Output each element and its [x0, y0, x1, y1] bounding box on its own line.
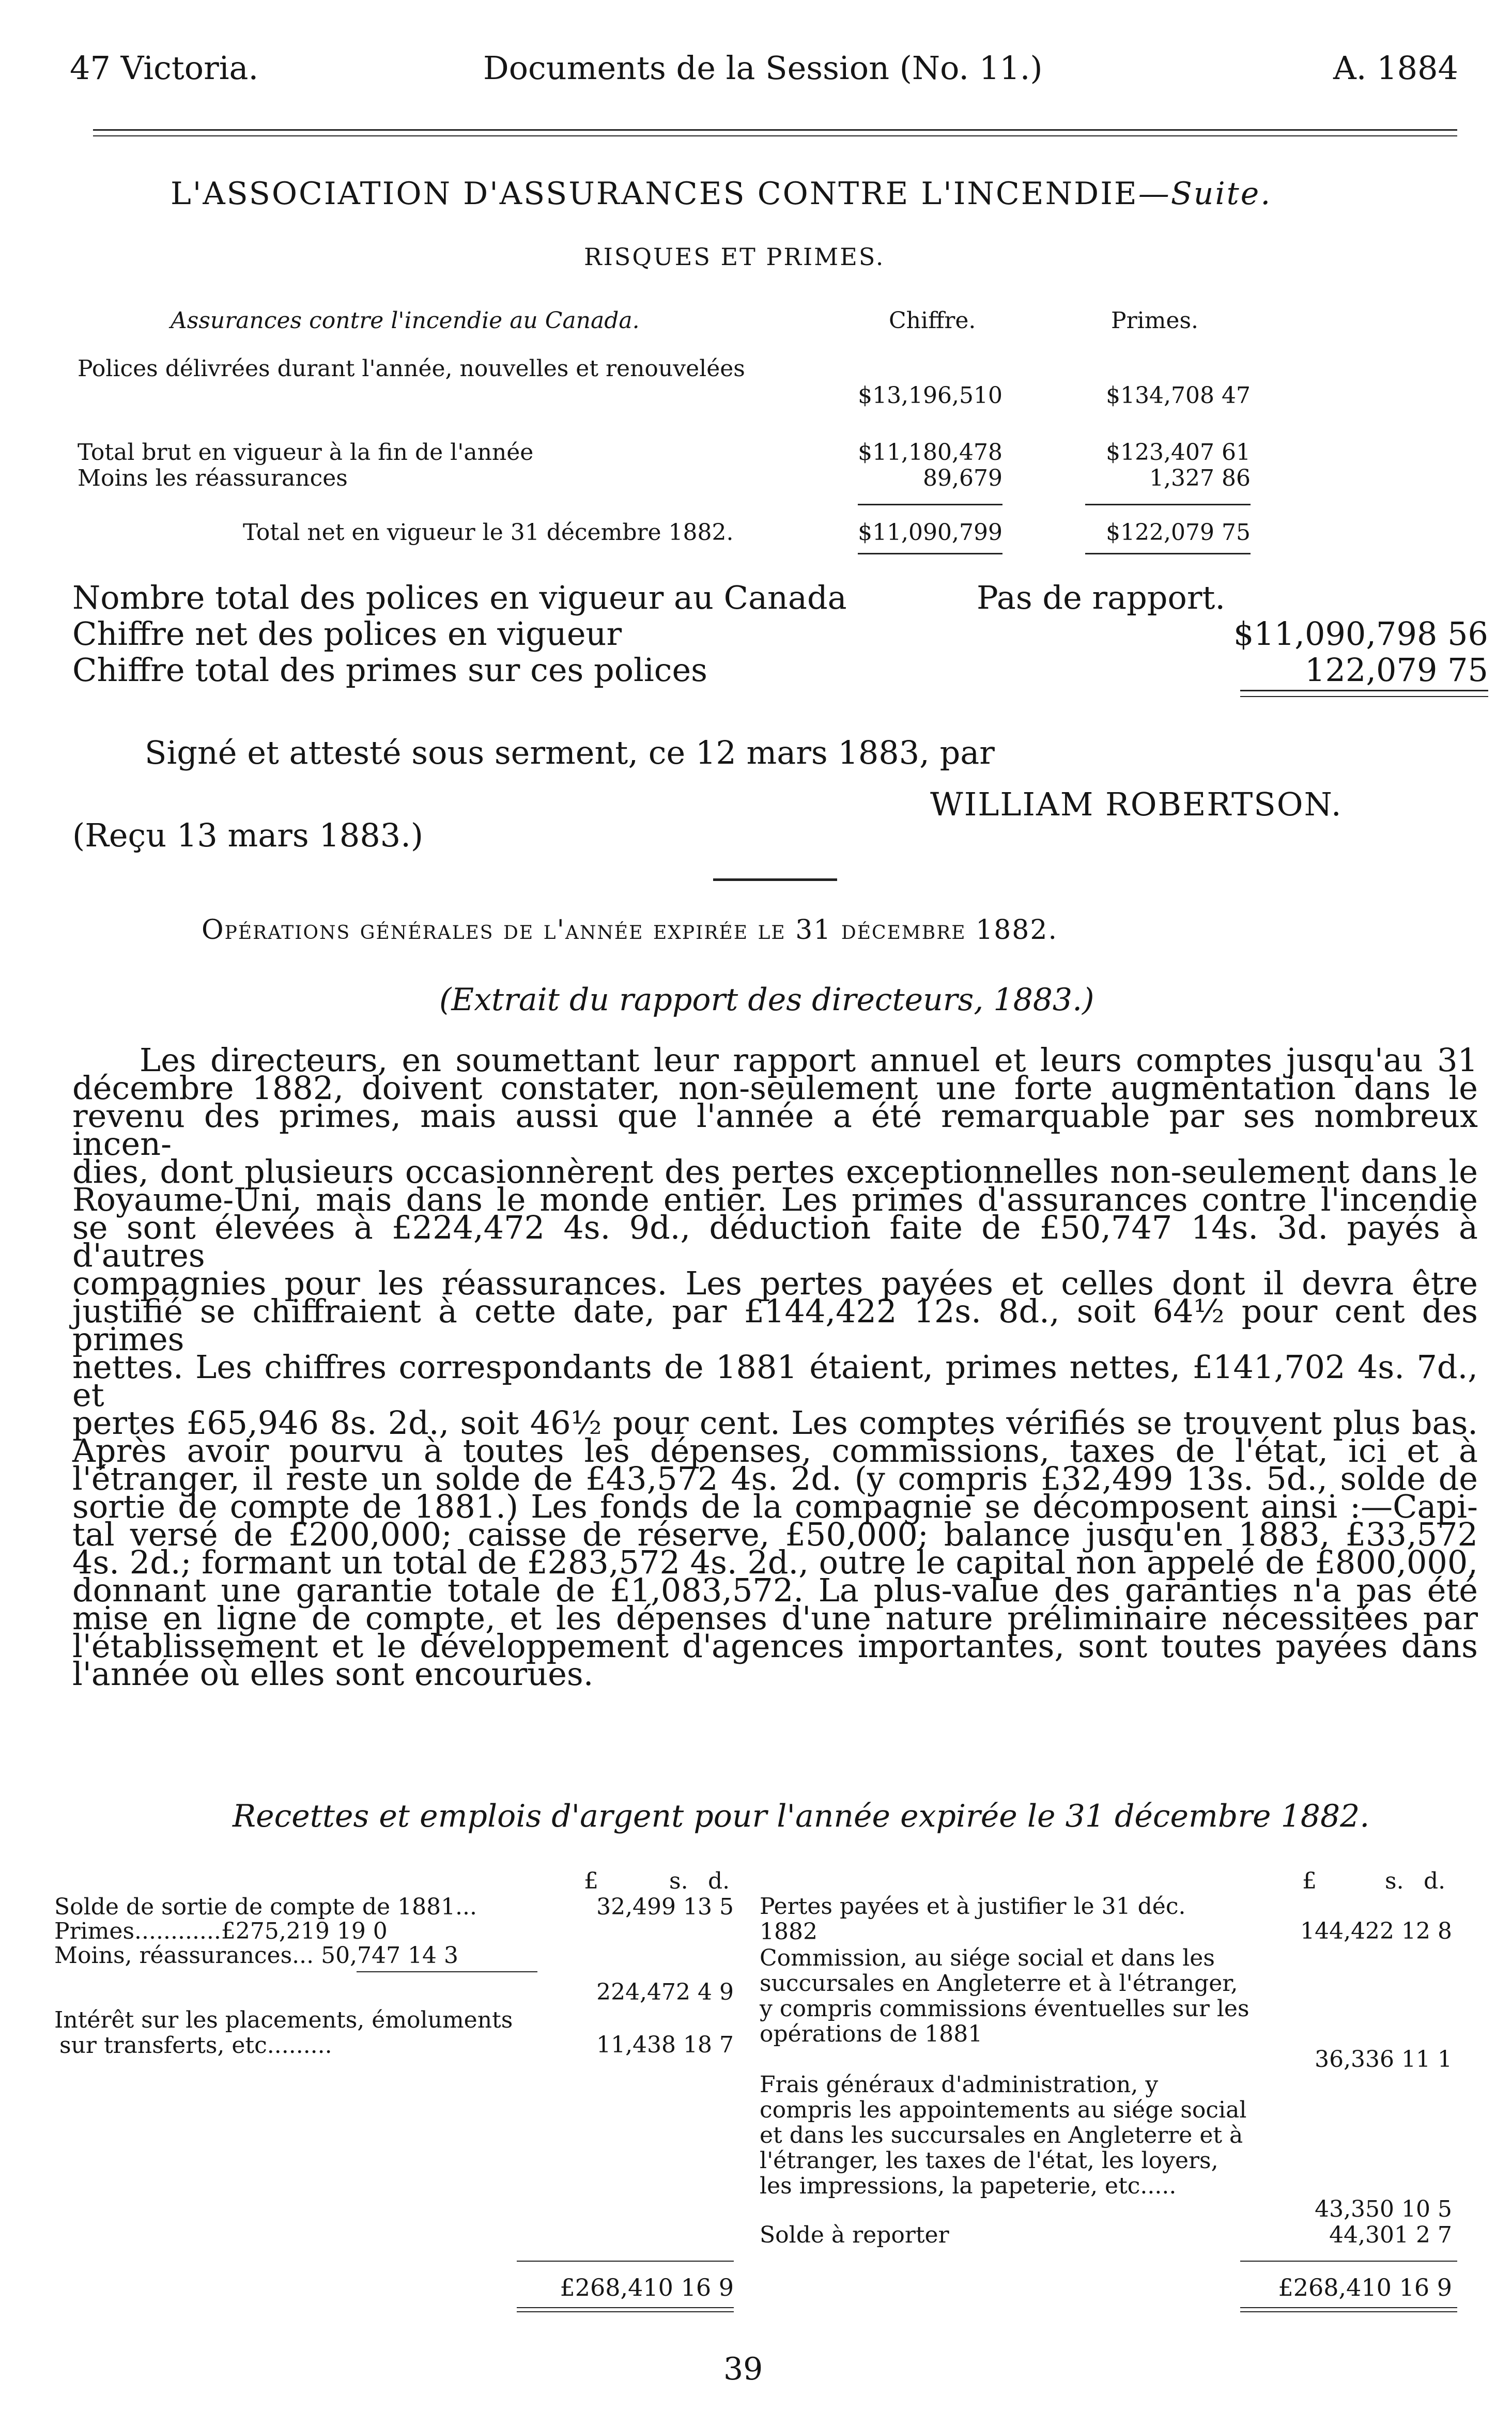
paragraph-line: sortie de compte de 1881.) Les fonds de la compagnie se décomposent ainsi :—Capi- — [72, 1488, 1478, 1525]
paragraph-line: Après avoir pourvu à toutes les dépenses, commissions, taxes de l'état, ici et à — [72, 1432, 1478, 1470]
operations-heading: Opérations générales de l'année expirée le 31 décembre 1882. — [202, 915, 1058, 946]
receipts-left-value: 224,472 4 9 — [596, 1979, 734, 2005]
receipts-right-label: Pertes payées et à justifier le 31 déc. 1882 — [760, 1893, 1186, 1945]
receipts-left-value: 32,499 13 5 — [596, 1894, 734, 1920]
currency-header: d. — [1424, 1868, 1446, 1894]
risks-row-premiums: $122,079 75 — [1106, 519, 1251, 546]
receipts-rule — [1240, 2311, 1457, 2312]
risks-rule — [858, 504, 1002, 505]
summary-value: 122,079 75 — [1305, 651, 1488, 689]
paragraph-line: donnant une garantie totale de £1,083,572. La plus-value des garanties n'a pas été — [72, 1571, 1478, 1609]
receipts-rule — [517, 2261, 734, 2262]
operations-paragraph — [72, 1041, 1478, 1693]
risks-col2-heading: Primes. — [1111, 307, 1199, 334]
currency-header: d. — [708, 1868, 730, 1894]
receipts-right-value: 43,350 10 5 — [1315, 2196, 1452, 2222]
risks-heading: RISQUES ET PRIMES. — [584, 243, 885, 271]
receipts-right-label: Frais généraux d'administration, y compris les appointements au siége social et dans les succursales en Angleterre et à l'étranger, les taxes de l'état, les loyers, les impressions, la papeterie, etc..... — [760, 2072, 1247, 2199]
risks-row-premiums: 1,327 86 — [1149, 465, 1251, 491]
risks-row-label: Total net en vigueur le 31 décembre 1882. — [243, 519, 734, 546]
header-rule-1 — [93, 129, 1457, 131]
paragraph-line: Royaume-Uni, mais dans le monde entier. Les primes d'assurances contre l'incendie — [72, 1181, 1478, 1218]
header-volume: 47 Victoria. — [70, 49, 259, 87]
attestation-signatory: WILLIAM ROBERTSON. — [930, 785, 1343, 823]
paragraph-line: Les directeurs, en soumettant leur rapport annuel et leurs comptes jusqu'au 31 — [140, 1041, 1478, 1079]
currency-header: s. — [669, 1868, 688, 1894]
attestation-signed: Signé et attesté sous serment, ce 12 mars 1883, par — [145, 734, 995, 771]
receipts-right-label: Solde à reporter — [760, 2222, 949, 2248]
receipts-left-total: £268,410 16 9 — [560, 2274, 734, 2301]
risks-row-amount: $13,196,510 — [858, 382, 1002, 409]
operations-subheading: (Extrait du rapport des directeurs, 1883.) — [439, 982, 1094, 1018]
section-title-suffix: —Suite. — [1138, 176, 1272, 212]
section-title-main: L'ASSOCIATION D'ASSURANCES CONTRE L'INCENDIE — [171, 176, 1138, 212]
receipts-right-value: 144,422 12 8 — [1300, 1918, 1452, 1944]
risks-rule — [858, 553, 1002, 554]
header-rule-2 — [93, 135, 1457, 136]
receipts-rule — [1240, 2261, 1457, 2262]
summary-value: Pas de rapport. — [977, 579, 1226, 616]
header-documents: Documents de la Session (No. 11.) — [483, 49, 1043, 87]
section-title — [171, 176, 1272, 212]
receipts-right-label: Commission, au siége social et dans les succursales en Angleterre et à l'étranger, y compris commissions éventuelles sur les opérations de 1881 — [760, 1945, 1249, 2047]
paragraph-line: dies, dont plusieurs occasionnèrent des pertes exceptionnelles non-seulement dans le — [72, 1153, 1478, 1191]
receipts-right-value: 44,301 2 7 — [1329, 2222, 1452, 2248]
summary-rule — [1240, 696, 1488, 697]
risks-col1-heading: Chiffre. — [889, 307, 976, 334]
risks-row-amount: $11,180,478 — [858, 439, 1002, 466]
risks-row-label: Total brut en vigueur à la fin de l'année — [78, 439, 534, 466]
receipts-right-total: £268,410 16 9 — [1278, 2274, 1452, 2301]
summary-rule — [1240, 690, 1488, 691]
paragraph-line: nettes. Les chiffres correspondants de 1881 étaient, primes nettes, £141,702 4s. 7d., et — [72, 1348, 1478, 1414]
section-separator — [713, 878, 837, 881]
summary-value: $11,090,798 56 — [1233, 615, 1488, 653]
currency-header: £ — [1302, 1868, 1317, 1894]
paragraph-line: justifié se chiffraient à cette date, par £144,422 12s. 8d., soit 64½ pour cent des primes — [72, 1292, 1478, 1358]
receipts-left-label: Solde de sortie de compte de 1881... — [54, 1894, 477, 1920]
receipts-heading: Recettes et emplois d'argent pour l'année expirée le 31 décembre 1882. — [233, 1798, 1370, 1834]
receipts-rule — [517, 2311, 734, 2312]
risks-rule — [1085, 553, 1251, 554]
paragraph-line: compagnies pour les réassurances. Les pertes payées et celles dont il devra être — [72, 1264, 1478, 1302]
paragraph-line: l'établissement et le développement d'agences importantes, sont toutes payées dans — [72, 1627, 1478, 1665]
receipts-rule — [517, 2307, 734, 2308]
attestation-received: (Reçu 13 mars 1883.) — [72, 816, 424, 854]
risks-row-premiums: $134,708 47 — [1106, 382, 1251, 409]
risks-label-heading: Assurances contre l'incendie au Canada. — [171, 307, 640, 334]
receipts-left-label: Primes............£275,219 19 0 — [54, 1918, 388, 1944]
page-number: 39 — [723, 2351, 763, 2387]
paragraph-line: revenu des primes, mais aussi que l'année a été remarquable par ses nombreux incen- — [72, 1097, 1478, 1163]
receipts-left-value: 11,438 18 7 — [596, 2032, 734, 2058]
summary-label: Nombre total des polices en vigueur au Canada — [72, 579, 847, 616]
receipts-left-label: Intérêt sur les placements, émoluments sur transferts, etc......... — [54, 2007, 513, 2059]
paragraph-line: l'étranger, il reste un solde de £43,572 4s. 2d. (y compris £32,499 13s. 5d., solde de — [72, 1460, 1478, 1497]
risks-rule — [1085, 504, 1251, 505]
paragraph-line: 4s. 2d.; formant un total de £283,572 4s. 2d., outre le capital non appelé de £800,000, — [72, 1543, 1478, 1581]
risks-row-label: Moins les réassurances — [78, 465, 348, 491]
paragraph-line: mise en ligne de compte, et les dépenses d'une nature préliminaire nécessitées par — [72, 1599, 1478, 1637]
receipts-right-value: 36,336 11 1 — [1315, 2046, 1452, 2073]
risks-row-amount: 89,679 — [923, 465, 1002, 491]
currency-header: £ — [584, 1868, 598, 1894]
risks-row-premiums: $123,407 61 — [1106, 439, 1251, 466]
header-year: A. 1884 — [1333, 49, 1458, 87]
summary-label: Chiffre total des primes sur ces polices — [72, 651, 707, 689]
risks-row-amount: $11,090,799 — [858, 519, 1002, 546]
receipts-rule — [1240, 2307, 1457, 2308]
receipts-left-label: Moins, réassurances... 50,747 14 3 — [54, 1942, 459, 1969]
receipts-rule — [357, 1971, 537, 1972]
currency-header: s. — [1385, 1868, 1404, 1894]
paragraph-line: tal versé de £200,000; caisse de réserve, £50,000; balance jusqu'en 1883, £33,572 — [72, 1516, 1478, 1553]
paragraph-line: se sont élevées à £224,472 4s. 9d., déduction faite de £50,747 14s. 3d. payés à d'autres — [72, 1209, 1478, 1274]
paragraph-line: décembre 1882, doivent constater, non-seulement une forte augmentation dans le — [72, 1069, 1478, 1107]
paragraph-line: pertes £65,946 8s. 2d., soit 46½ pour cent. Les comptes vérifiés se trouvent plus bas. — [72, 1404, 1478, 1442]
summary-label: Chiffre net des polices en vigueur — [72, 615, 622, 653]
paragraph-line: l'année où elles sont encourues. — [72, 1655, 594, 1693]
risks-row-label: Polices délivrées durant l'année, nouvelles et renouvelées — [78, 355, 745, 382]
